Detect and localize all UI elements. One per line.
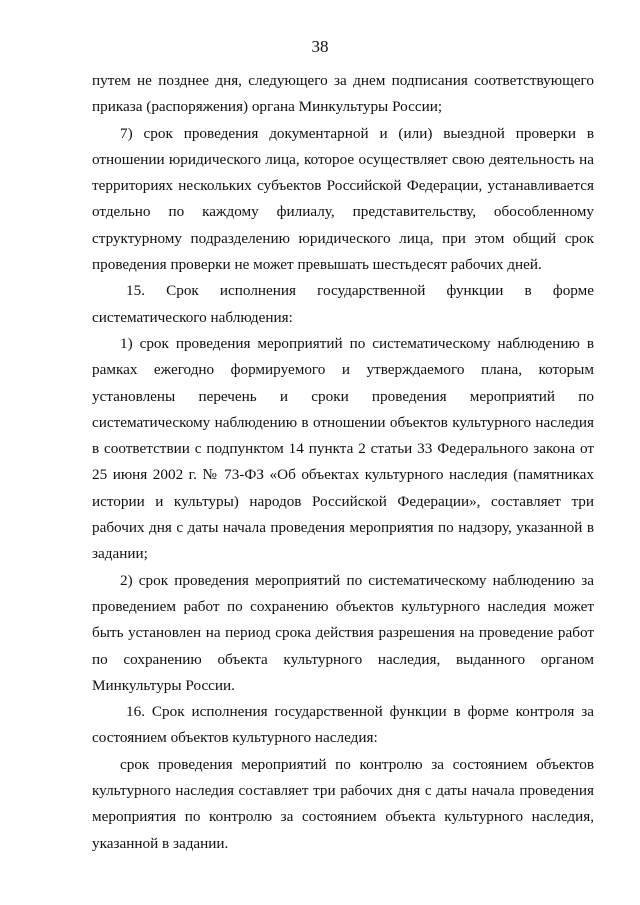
paragraph-item-7: 7) срок проведения документарной и (или) выездной проверки в отношении юридического лица, которое осуществляет свою деятельность на территориях нескольких субъектов Российской Федерации, устанавливается отдельно по каждому филиалу, представительству, обособленному структурному подразделению юридического лица, при этом общий срок проведения проверки не может превышать шестьдесят рабочих дней. <box>92 124 594 274</box>
paragraph-control-period: срок проведения мероприятий по контролю за состоянием объектов культурного наследия составляет три рабочих дня с даты начала проведения мероприятия по контролю за состоянием объекта культурного наследия, указанной в задании. <box>92 755 594 852</box>
paragraph-item-2: 2) срок проведения мероприятий по систематическому наблюдению за проведением работ по сохранению объектов культурного наследия может быть установлен на период срока действия разрешения на проведение работ по сохранению объекта культурного наследия, выданного органом Минкультуры России. <box>92 571 594 694</box>
paragraph-continuation: путем не позднее дня, следующего за днем подписания соответствующего приказа (распоряжения) органа Минкультуры России; <box>92 72 594 116</box>
paragraph-item-1: 1) срок проведения мероприятий по систематическому наблюдению в рамках ежегодно формируемого и утверждаемого плана, которым установлены перечень и сроки проведения мероприятий по систематическому наблюдению в отношении объектов культурного наследия в соответствии с подпунктом 14 пункта 2 статьи 33 Федерального закона от 25 июня 2002 г. № 73-ФЗ «Об объектах культурного наследия (памятниках истории и культуры) народов Российской Федерации», составляет три рабочих дня с даты начала проведения мероприятия по надзору, указанной в задании; <box>92 334 594 563</box>
document-body <box>92 68 594 857</box>
page-number: 38 <box>311 37 329 56</box>
paragraph-section-15: 15. Срок исполнения государственной функции в форме систематического наблюдения: <box>92 282 594 326</box>
paragraph-section-16: 16. Срок исполнения государственной функции в форме контроля за состоянием объектов культурного наследия: <box>92 703 594 747</box>
